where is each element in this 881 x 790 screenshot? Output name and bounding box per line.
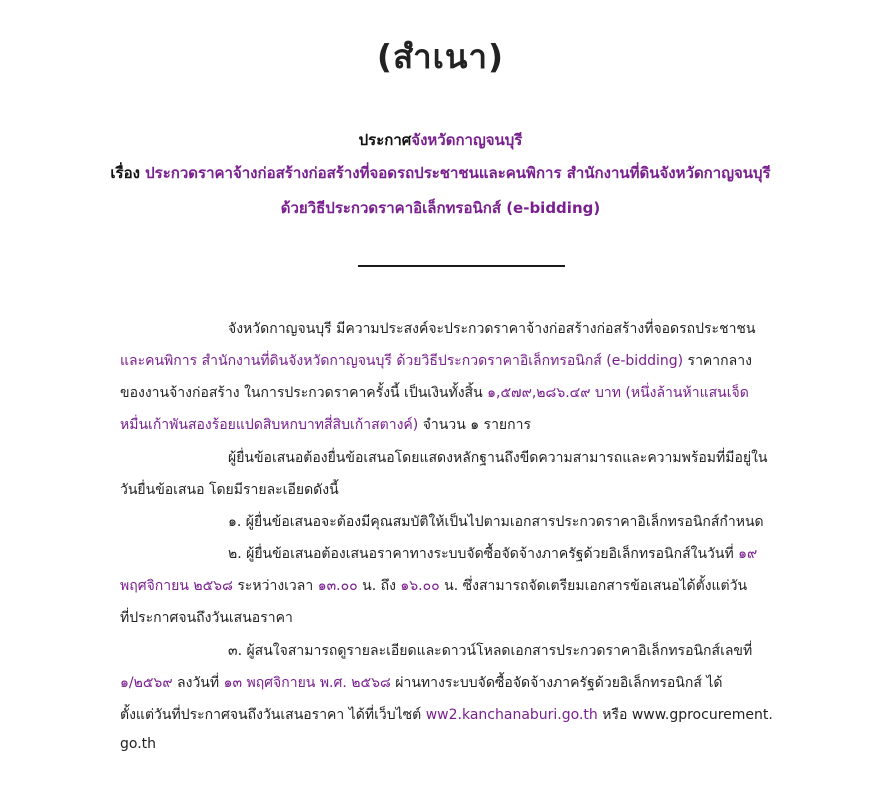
gprocurement-link[interactable]: หรือ www.gprocurement. (597, 707, 773, 723)
item2-line1-text: ๒. ผู้ยื่นข้อเสนอต้องเสนอราคาทางระบบจัดซื้อจัดจ้างภาครัฐด้วยอิเล็กทรอนิกส์ในวันที่ (228, 546, 739, 562)
announcement-label: ประกาศ (358, 131, 412, 149)
item3-line4[interactable]: go.th (120, 736, 157, 752)
item3-line3 (120, 704, 800, 726)
end-time: ๑๖.๐๐ (400, 578, 440, 594)
para1-line3-black: ของงานจ้างก่อสร้าง ในการประกวดราคาครั้งนี้ เป็นเงินทั้งสิ้น (120, 385, 488, 401)
item3-line1: ๓. ผู้สนใจสามารถดูรายละเอียดและดาวน์โหลดเอกสารประกวดราคาอิเล็กทรอนิกส์เลขที่ (228, 643, 753, 659)
bid-day: ๑๙ (738, 546, 758, 562)
document-date: ๑๓ พฤศจิกายน พ.ศ. ๒๕๖๘ (223, 675, 391, 691)
para1-line2-black: ราคากลาง (683, 353, 752, 369)
para2-line1: ผู้ยื่นข้อเสนอต้องยื่นข้อเสนอโดยแสดงหลักฐานถึงขีดความสามารถและความพร้อมที่มีอยู่ใน (228, 450, 768, 466)
time-to: น. ถึง (357, 578, 401, 594)
para1-line2-purple: และคนพิการ สำนักงานที่ดินจังหวัดกาญจนบุรี ด้วยวิธีประกวดราคาอิเล็กทรอนิกส์ (e-bidding) (120, 353, 684, 369)
para1-line2 (120, 350, 800, 372)
item3-line3-text: ตั้งแต่วันที่ประกาศจนถึงวันเสนอราคา ได้ที่เว็บไซต์ (120, 707, 426, 723)
item2-line1 (228, 543, 800, 565)
subject-label: เรื่อง (110, 164, 140, 182)
dated-label: ลงวันที่ (172, 675, 224, 691)
item2-line3: ที่ประกาศจนถึงวันเสนอราคา (120, 610, 293, 626)
document-number: ๑/๒๕๖๙ (120, 675, 173, 691)
province-website-link[interactable]: ww2.kanchanaburi.go.th (425, 707, 598, 723)
item2-line2 (120, 575, 800, 597)
divider-line (358, 265, 565, 267)
bid-month-year: พฤศจิกายน ๒๕๖๘ (120, 578, 233, 594)
announcement-line-1 (0, 128, 881, 152)
item-count: จำนวน ๑ รายการ (418, 417, 531, 433)
time-label: ระหว่างเวลา (232, 578, 318, 594)
item3-line2 (120, 672, 800, 694)
issuer-name: จังหวัดกาญจนบุรี (411, 131, 523, 149)
document-title: (สำเนา) (376, 37, 505, 76)
start-time: ๑๓.๐๐ (317, 578, 358, 594)
budget-amount-words: หมื่นเก้าพันสองร้อยแปดสิบหกบาทสี่สิบเก้าสตางค์) (120, 417, 419, 433)
subject-text: ประกวดราคาจ้างก่อสร้างก่อสร้างที่จอดรถประชาชนและคนพิการ สำนักงานที่ดินจังหวัดกาญจนบุรี (145, 164, 771, 182)
item3-line2-tail: ผ่านทางระบบจัดซื้อจัดจ้างภาครัฐด้วยอิเล็กทรอนิกส์ ได้ (390, 675, 723, 691)
item2-line2-tail: น. ซึ่งสามารถจัดเตรียมเอกสารข้อเสนอได้ตั้งแต่วัน (439, 578, 748, 594)
para2-line2: วันยื่นข้อเสนอ โดยมีรายละเอียดดังนี้ (120, 482, 339, 498)
para1-line3 (120, 382, 800, 404)
para1-line4 (120, 414, 800, 436)
announcement-line-2 (0, 161, 881, 185)
announcement-line-3: ด้วยวิธีประกวดราคาอิเล็กทรอนิกส์ (e-bidding) (280, 199, 601, 217)
item1-line: ๑. ผู้ยื่นข้อเสนอจะต้องมีคุณสมบัติให้เป็นไปตามเอกสารประกวดราคาอิเล็กทรอนิกส์กำหนด (228, 514, 764, 530)
budget-amount: ๑,๕๗๙,๒๘๖.๔๙ บาท (หนึ่งล้านห้าแสนเจ็ด (487, 385, 749, 401)
para1-line1: จังหวัดกาญจนบุรี มีความประสงค์จะประกวดราคาจ้างก่อสร้างก่อสร้างที่จอดรถประชาชน (228, 321, 756, 337)
